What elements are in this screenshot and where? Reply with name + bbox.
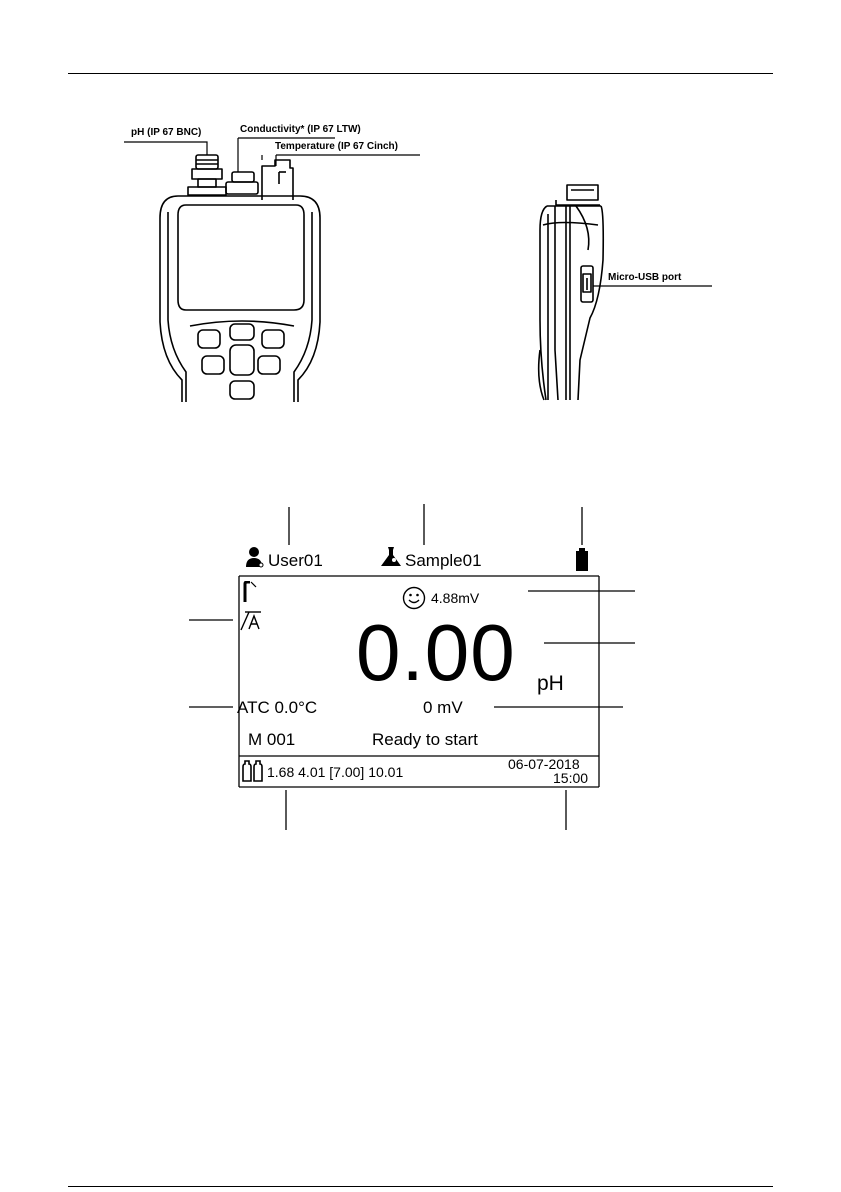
user-icon [245,546,265,568]
date-readout: 06-07-2018 [508,756,580,772]
sample-icon [379,546,403,568]
ph-connector-callout: pH (IP 67 BNC) [131,127,202,138]
main-reading-value: 0.00 [356,608,516,697]
footer-rule [68,1186,773,1187]
temperature-readout: ATC 0.0°C [237,698,318,717]
calibration-buffers: 1.68 4.01 [7.00] 10.01 [267,764,404,780]
auto-read-icon [239,609,263,631]
conductivity-connector-callout: Conductivity* (IP 67 LTW) [240,124,361,135]
electrode-icon [242,581,258,603]
buffer-bottles-icon [240,760,266,782]
battery-icon [575,548,589,572]
reading-unit: pH [537,672,564,695]
smiley-icon [402,586,426,610]
status-message: Ready to start [372,730,478,749]
user-name: User01 [268,551,323,570]
electrode-slope-mv: 4.88mV [431,590,480,606]
method-number: M 001 [248,730,296,749]
temperature-connector-callout: Temperature (IP 67 Cinch) [275,141,398,152]
usb-port-callout: Micro-USB port [608,272,682,283]
mv-readout: 0 mV [423,698,463,717]
time-readout: 15:00 [553,770,589,786]
sample-name: Sample01 [405,551,482,570]
